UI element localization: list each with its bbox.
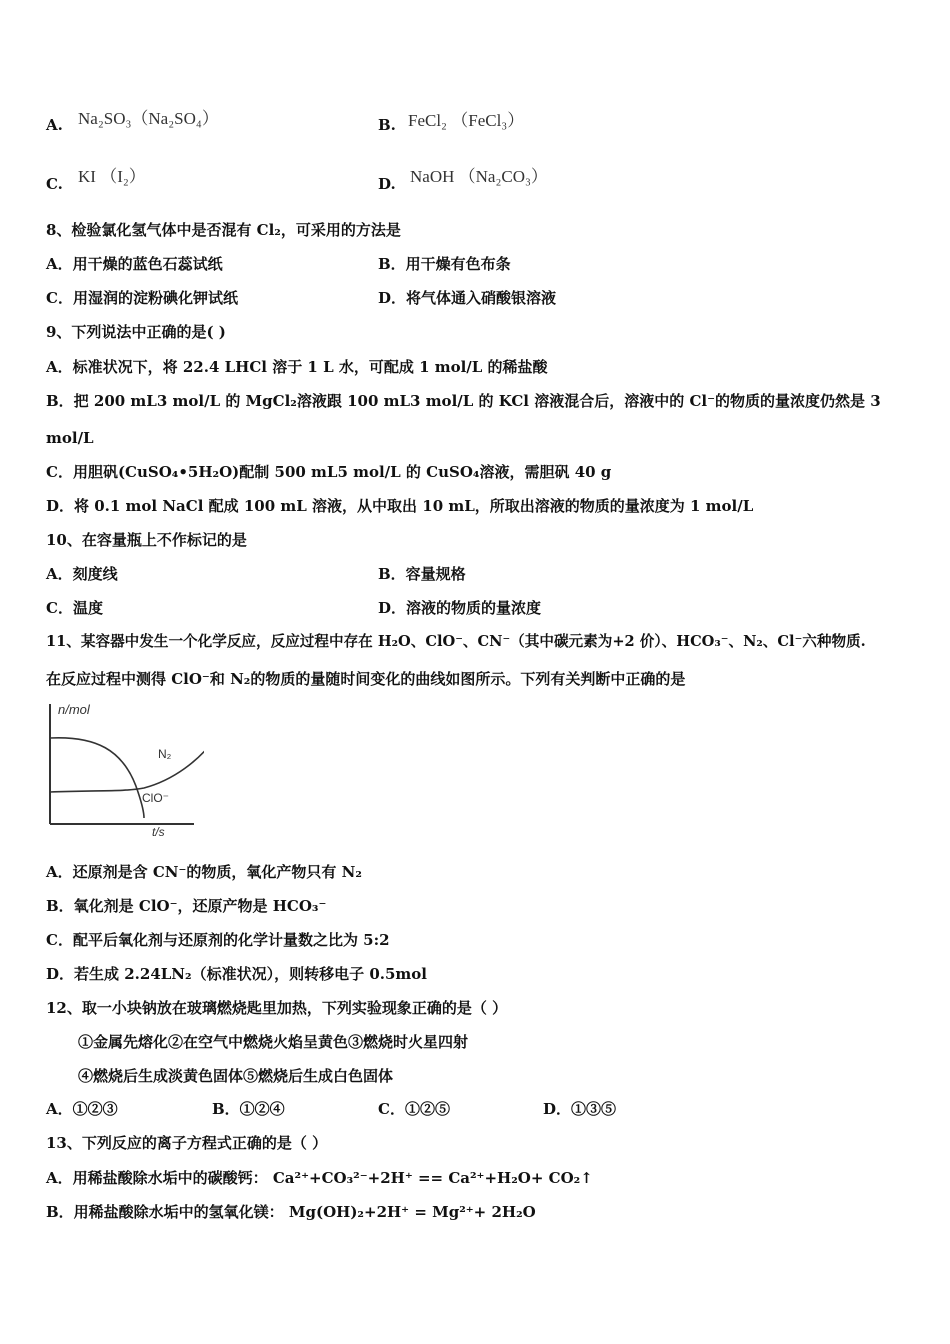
q12-statement-line1: ①金属先熔化②在空气中燃烧火焰呈黄色③燃烧时火星四射 (78, 1033, 469, 1051)
q12-statement-line2: ④燃烧后生成淡黄色固体⑤燃烧后生成白色固体 (78, 1067, 394, 1085)
q8-option-b: B．用干燥有色布条 (378, 255, 511, 273)
q9-option-d: D．将 0.1 mol NaCl 配成 100 mL 溶液，从中取出 10 mL，所取出溶液的物质的量浓度为 1 mol/L (46, 497, 754, 515)
q11-option-a: A．还原剂是含 CN⁻的物质，氧化产物只有 N₂ (46, 863, 362, 881)
q7-option-b-label: B. (378, 116, 396, 134)
q13-option-b: B．用稀盐酸除水垢中的氢氧化镁： Mg(OH)₂+2H⁺ = Mg²⁺+ 2H₂O (46, 1203, 536, 1221)
q11-option-d: D．若生成 2.24LN₂（标准状况），则转移电子 0.5mol (46, 965, 427, 983)
q7-option-b-formula: FeCl₂ （FeCl₃） (408, 111, 525, 130)
q12-option-c: C．①②⑤ (378, 1100, 450, 1118)
clo-curve-label: ClO⁻ (142, 791, 169, 805)
q8-option-c: C．用湿润的淀粉碘化钾试纸 (46, 289, 238, 307)
q7-option-c-label: C. (46, 175, 63, 193)
q7-option-d-formula: NaOH （Na₂CO₃） (410, 167, 548, 186)
q10-option-b: B．容量规格 (378, 565, 466, 583)
q11-stem-line2: 在反应过程中测得 ClO⁻和 N₂的物质的量随时间变化的曲线如图所示。下列有关判断中正确的是 (46, 670, 686, 688)
q11-graph (44, 700, 204, 840)
x-axis-label: t/s (152, 825, 165, 839)
q12-option-a: A．①②③ (46, 1100, 118, 1118)
q10-stem: 10、在容量瓶上不作标记的是 (46, 531, 247, 549)
q8-stem: 8、检验氯化氢气体中是否混有 Cl₂，可采用的方法是 (46, 221, 401, 239)
q13-option-a: A．用稀盐酸除水垢中的碳酸钙： Ca²⁺+CO₃²⁻+2H⁺ == Ca²⁺+H₂O+ CO₂↑ (46, 1169, 593, 1187)
q7-option-a-label: A. (46, 116, 63, 134)
q7-option-c-formula: KI （I₂） (78, 167, 146, 186)
clo-curve (50, 738, 144, 818)
q12-option-b: B．①②④ (212, 1100, 285, 1118)
q11-stem-line1: 11、某容器中发生一个化学反应，反应过程中存在 H₂O、ClO⁻、CN⁻（其中碳元素为+2 价）、HCO₃⁻、N₂、Cl⁻六种物质. (46, 633, 866, 650)
q10-option-d: D．溶液的物质的量浓度 (378, 599, 542, 617)
q8-option-d: D．将气体通入硝酸银溶液 (378, 289, 557, 307)
q12-option-d: D．①③⑤ (543, 1100, 617, 1118)
n2-curve-label: N₂ (158, 747, 172, 761)
q11-option-c: C．配平后氧化剂与还原剂的化学计量数之比为 5:2 (46, 931, 390, 949)
q9-option-a: A．标准状况下，将 22.4 LHCl 溶于 1 L 水，可配成 1 mol/L 的稀盐酸 (46, 358, 548, 376)
q9-option-b-line1: B．把 200 mL3 mol/L 的 MgCl₂溶液跟 100 mL3 mol/L 的 KCl 溶液混合后，溶液中的 Cl⁻的物质的量浓度仍然是 3 (46, 392, 881, 410)
y-axis-label: n/mol (58, 702, 90, 717)
q8-option-a: A．用干燥的蓝色石蕊试纸 (46, 255, 223, 273)
q10-option-a: A．刻度线 (46, 565, 118, 583)
q10-option-c: C．温度 (46, 599, 103, 617)
q9-option-b-line2: mol/L (46, 429, 94, 447)
q11-option-b: B．氧化剂是 ClO⁻，还原产物是 HCO₃⁻ (46, 897, 327, 915)
q12-stem: 12、取一小块钠放在玻璃燃烧匙里加热，下列实验现象正确的是（ ） (46, 999, 508, 1017)
q7-option-d-label: D. (378, 175, 396, 193)
q7-option-a-formula: Na₂SO₃（Na₂SO₄） (78, 109, 219, 128)
n2-curve (50, 740, 204, 792)
q9-option-c: C．用胆矾(CuSO₄•5H₂O)配制 500 mL5 mol/L 的 CuSO₄溶液，需胆矾 40 g (46, 463, 612, 481)
q9-stem: 9、下列说法中正确的是( ) (46, 323, 226, 341)
q13-stem: 13、下列反应的离子方程式正确的是（ ） (46, 1134, 328, 1152)
